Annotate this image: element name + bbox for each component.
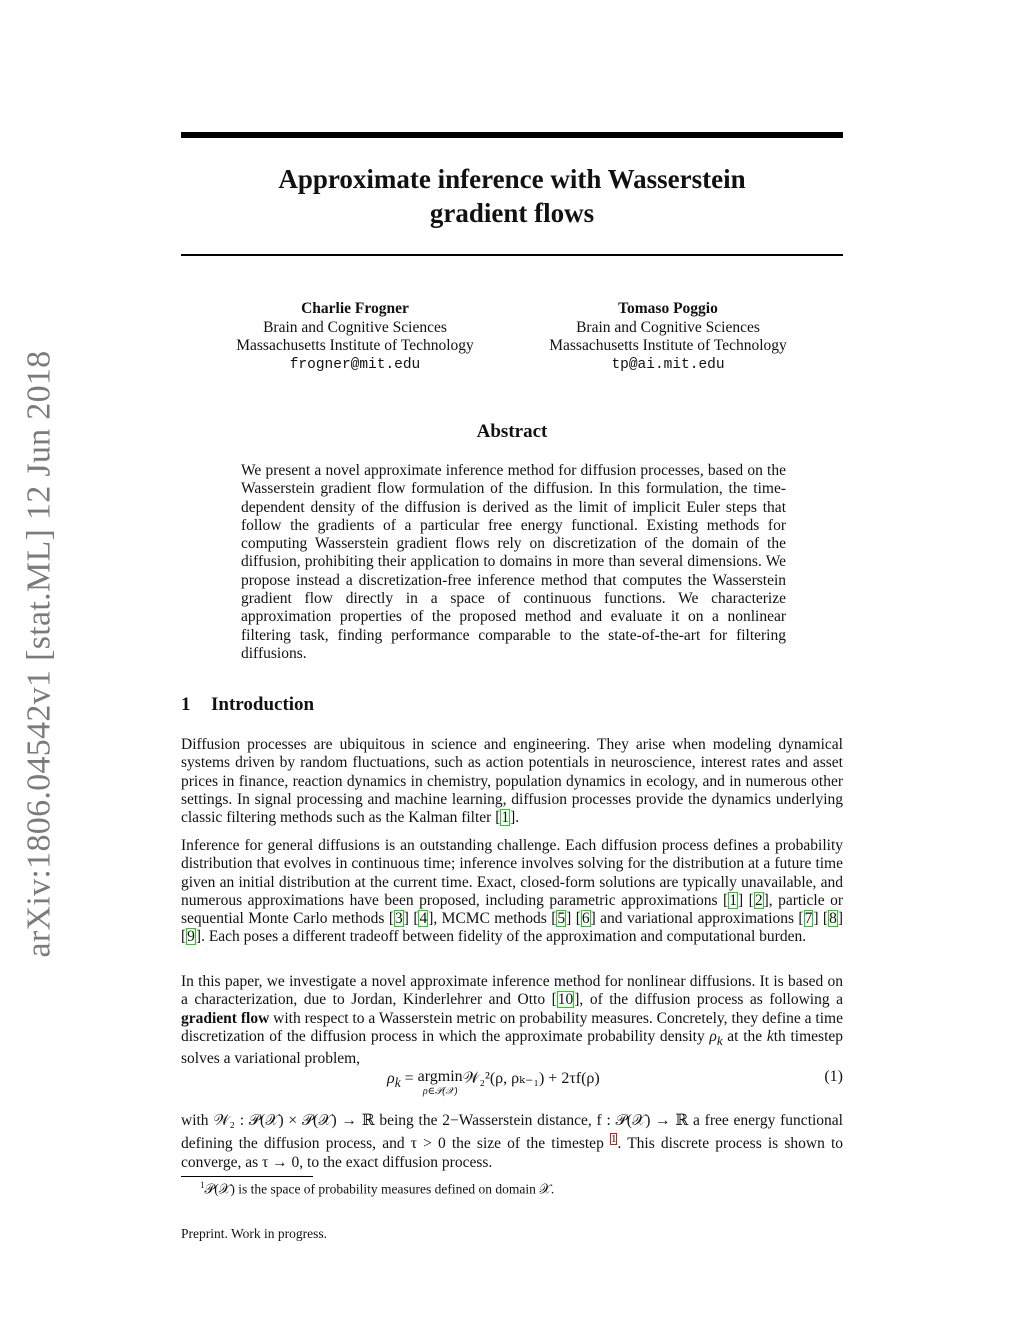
citation-link[interactable]: 4	[419, 910, 428, 928]
author-email-link[interactable]: tp@ai.mit.edu	[611, 356, 725, 373]
text-run: In this paper, we investigate a novel approximate inference method for nonlinear diffusions. It is based on a characterization, due to Jordan, Kinderlehrer and Otto [	[181, 973, 843, 1009]
author-department: Brain and Cognitive Sciences	[263, 318, 447, 336]
footnote-1	[200, 1180, 554, 1198]
intro-paragraph-2	[181, 837, 843, 947]
bold-term: gradient flow	[181, 1009, 270, 1027]
citation-link[interactable]: 7	[804, 910, 813, 928]
author-institution: Massachusetts Institute of Technology	[549, 337, 787, 354]
equation-number: (1)	[824, 1068, 843, 1085]
abstract-heading: Abstract	[476, 421, 548, 442]
intro-paragraph-4	[181, 1112, 843, 1172]
math-subscript-k: k	[716, 1032, 723, 1048]
section-heading-introduction	[181, 694, 314, 716]
eq-equals: =	[400, 1070, 418, 1087]
eq-argmin-sub: ρ∈𝒫(𝒳)	[422, 1086, 458, 1097]
equation-1	[181, 1068, 843, 1108]
citation-link[interactable]: 10	[557, 991, 574, 1009]
text-run: ] [	[181, 910, 843, 946]
text-run: ] and variational approximations [	[590, 910, 804, 928]
text-run: ] [	[403, 910, 419, 928]
text-run: ], particle or sequential Monte Carlo methods [	[181, 891, 844, 928]
author-name: Charlie Frogner	[301, 300, 409, 317]
footnote-mark: 1	[200, 1180, 205, 1190]
text-run: ], MCMC methods [	[428, 910, 557, 928]
citation-link[interactable]: 3	[395, 910, 403, 928]
text-run: . This discrete process is shown to converge, as τ → 0, to the exact diffusion process.	[181, 1135, 844, 1171]
author-email-link[interactable]: frogner@mit.edu	[289, 356, 421, 373]
eq-argmin-op: argmin	[417, 1068, 463, 1085]
author-department: Brain and Cognitive Sciences	[576, 318, 760, 336]
text-run: ] [	[566, 910, 581, 928]
title-line-2: gradient flows	[429, 198, 595, 228]
eq-rhs: 𝒲₂²(ρ, ρₖ₋₁) + 2τf(ρ)	[462, 1070, 600, 1087]
citation-link[interactable]: 5	[557, 910, 566, 928]
text-run: ]. Each poses a different tradeoff between fidelity of the approximation and computational burden.	[195, 928, 807, 946]
citation-link[interactable]: 1	[729, 891, 737, 909]
text-run: at the	[722, 1027, 767, 1045]
author-institution: Massachusetts Institute of Technology	[236, 337, 474, 354]
citation-link[interactable]: 2	[754, 891, 763, 909]
equation-body	[387, 1068, 600, 1098]
eq-argmin	[418, 1068, 463, 1098]
eq-lhs-sub: k	[394, 1075, 401, 1091]
title-line-1: Approximate inference with Wasserstein	[278, 164, 746, 194]
math-rho: ρ	[709, 1027, 717, 1045]
author-block-poggio	[518, 300, 818, 374]
math-k: k	[766, 1027, 774, 1045]
paper-title	[181, 162, 843, 230]
text-run: ] [	[813, 910, 829, 928]
intro-paragraph-3	[181, 973, 843, 1069]
author-name: Tomaso Poggio	[618, 300, 718, 317]
arxiv-identifier-stamp	[8, 350, 70, 958]
footnote-text: 𝒫(𝒳) is the space of probability measures defined on domain 𝒳.	[204, 1181, 555, 1197]
citation-link[interactable]: 1	[501, 809, 510, 827]
footnote-ref-link[interactable]: 1	[610, 1133, 617, 1146]
text-run: Diffusion processes are ubiquitous in science and engineering. They arise when modeling dynamical systems driven by random fluctuations, such as action potentials in neuroscience, interest rates and asset prices in finance, reaction dynamics in chemistry, population dynamics in ecology, and in numerous other settings. In signal processing and machine learning, diffusion processes provide the dynamics underlying classic filtering methods such as the Kalman filter [	[181, 736, 843, 827]
citation-link[interactable]: 6	[581, 910, 590, 928]
eq-lhs: ρ	[387, 1070, 395, 1087]
section-number: 1	[181, 694, 191, 715]
intro-paragraph-1	[181, 736, 843, 827]
section-title-text: Introduction	[211, 694, 315, 715]
preprint-notice: Preprint. Work in progress.	[181, 1226, 328, 1241]
citation-link[interactable]: 8	[829, 910, 837, 928]
arxiv-id-text: arXiv:1806.04542v1 [stat.ML] 12 Jun 2018	[20, 350, 58, 958]
text-run: th timestep solves a variational problem,	[181, 1027, 844, 1068]
text-run: with 𝒲₂ : 𝒫(𝒳) × 𝒫(𝒳) → ℝ being the 2−Wasserstein distance, f : 𝒫(𝒳) → ℝ a free energy functional defining the diffusion process, and τ > 0 the size of the timestep	[181, 1112, 843, 1153]
text-run: ].	[510, 809, 520, 827]
footnote-rule	[181, 1176, 313, 1177]
text-run: with respect to a Wasserstein metric on probability measures. Concretely, they define a time discretization of the diffusion process in which the approximate probability density	[181, 1009, 843, 1045]
text-run: Inference for general diffusions is an outstanding challenge. Each diffusion process defines a probability distribution that evolves in continuous time; inference involves solving for the distribution at a future time given an initial distribution at the current time. Exact, closed-form solutions are typically unavailable, and numerous approximations have been proposed, including parametric approximations [	[181, 837, 843, 909]
abstract-text: We present a novel approximate inference method for diffusion processes, based on the Wasserstein gradient flow formulation of the diffusion. In this formulation, the time-dependent density of the diffusion is derived as the limit of implicit Euler steps that follow the gradients of a particular free energy functional. Existing methods for computing Wasserstein gradient flows rely on discretization of the domain of the diffusion, prohibiting their application to domains in more than several dimensions. We propose instead a discretization-free inference method that computes the Wasserstein gradient flow directly in a space of continuous functions. We characterize approximation properties of the proposed method and evaluate it on a nonlinear filtering task, finding performance comparable to the state-of-the-art for filtering diffusions.	[241, 462, 786, 662]
text-run: ] [	[737, 891, 754, 909]
title-rule-top	[181, 132, 843, 138]
author-block-frogner	[205, 300, 505, 374]
title-rule-bottom	[181, 254, 843, 256]
text-run: ], of the diffusion process as following a	[574, 991, 844, 1009]
citation-link[interactable]: 9	[187, 928, 195, 946]
